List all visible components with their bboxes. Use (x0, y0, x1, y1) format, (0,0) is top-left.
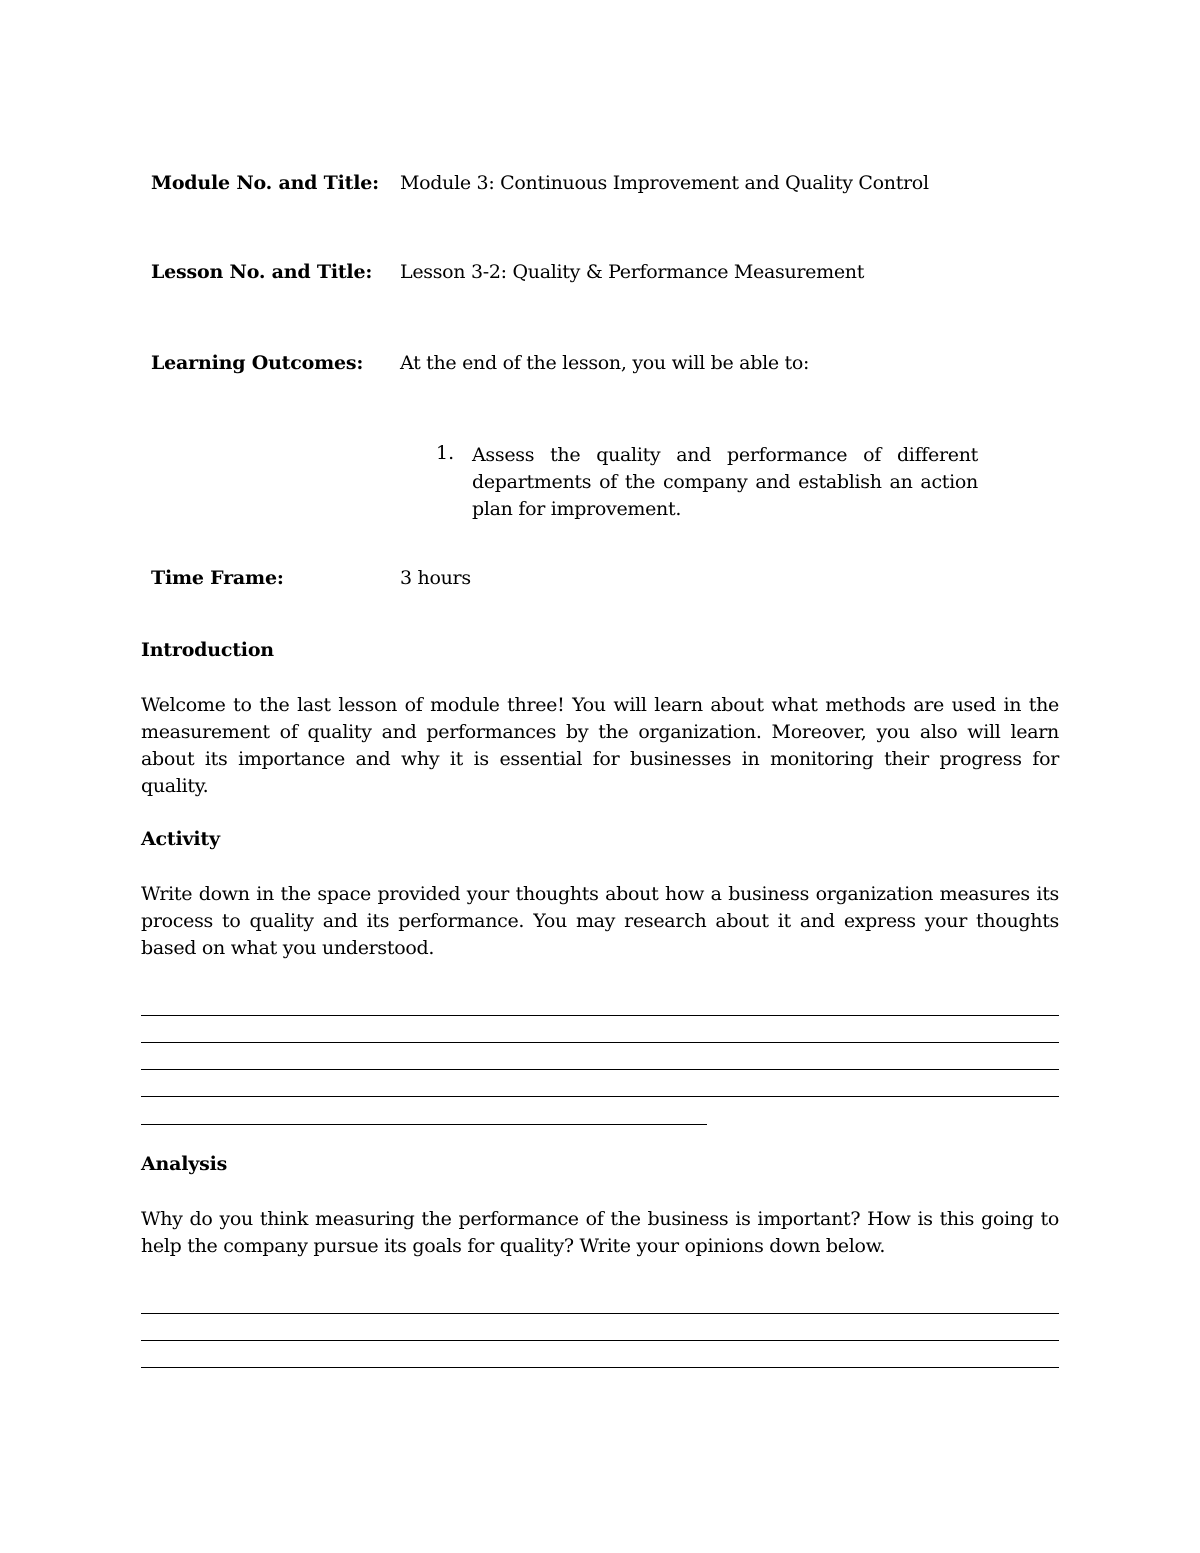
activity-body: Write down in the space provided your thoughts about how a business organization measures its process to quality and its performance. You may research about it and express your thoughts based on what you understood. (141, 883, 1059, 959)
analysis-answer-line[interactable] (141, 1367, 1059, 1368)
introduction-body: Welcome to the last lesson of module three! You will learn about what methods are used in the measurement of quality and performances by the organization. Moreover, you also will learn about its importance and why it is essential for businesses in monitoring their progress for quality. (141, 694, 1059, 797)
activity-heading: Activity (141, 828, 220, 850)
time-frame-label: Time Frame: (151, 567, 284, 589)
introduction-heading: Introduction (141, 639, 274, 661)
outcome-item: Assess the quality and performance of different departments of the company and establish an action plan for improvement. (472, 444, 978, 520)
activity-answer-line[interactable] (141, 1124, 707, 1125)
analysis-heading: Analysis (141, 1153, 228, 1175)
activity-answer-line[interactable] (141, 1096, 1059, 1097)
module-title: Module 3: Continuous Improvement and Quality Control (400, 172, 929, 194)
lesson-label: Lesson No. and Title: (151, 261, 373, 283)
module-label: Module No. and Title: (151, 172, 379, 194)
outcome-number: 1. (436, 442, 455, 464)
activity-answer-line[interactable] (141, 1069, 1059, 1070)
lesson-title: Lesson 3-2: Quality & Performance Measurement (400, 261, 865, 283)
analysis-body: Why do you think measuring the performance of the business is important? How is this going to help the company pursue its goals for quality? Write your opinions down below. (141, 1208, 1059, 1257)
learning-outcomes-intro: At the end of the lesson, you will be able to: (400, 352, 810, 374)
activity-answer-line[interactable] (141, 1042, 1059, 1043)
activity-answer-line[interactable] (141, 1015, 1059, 1016)
time-frame-value: 3 hours (400, 567, 471, 589)
analysis-answer-line[interactable] (141, 1313, 1059, 1314)
learning-outcomes-label: Learning Outcomes: (151, 352, 364, 374)
analysis-answer-line[interactable] (141, 1340, 1059, 1341)
